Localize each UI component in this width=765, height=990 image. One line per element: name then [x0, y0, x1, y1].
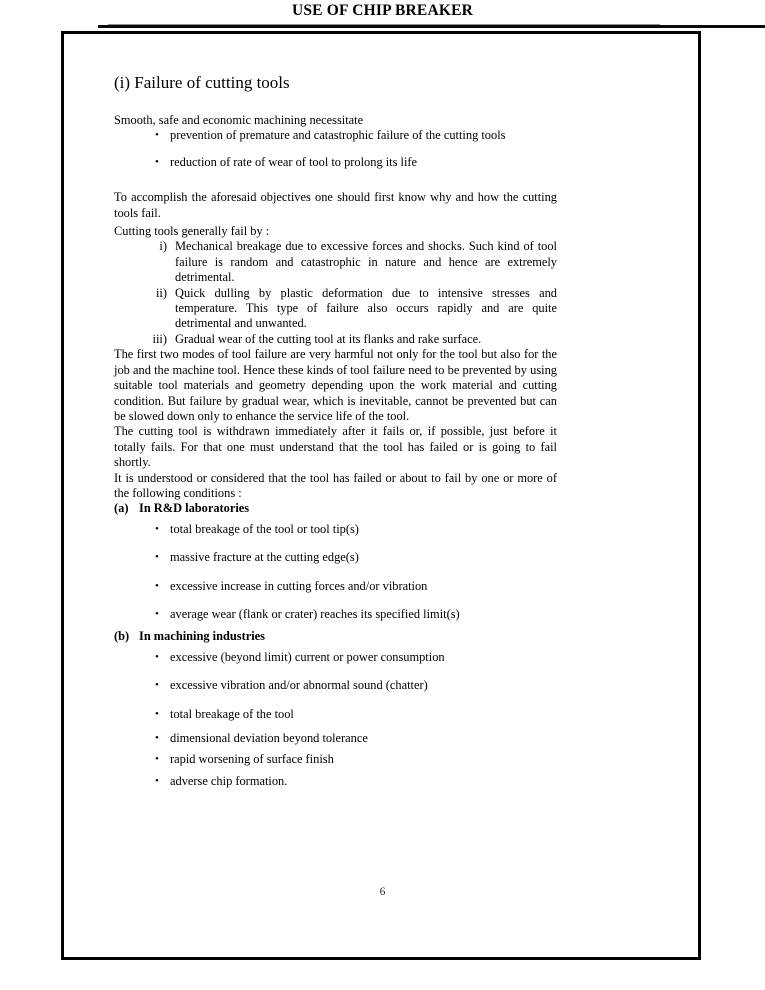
list-item-label: total breakage of the tool	[170, 706, 294, 721]
paragraph-accomplish-objectives: To accomplish the aforesaid objectives one should first know why and how the cutting tools fail.	[114, 190, 557, 220]
header-divider-rule	[108, 24, 660, 28]
list-item	[114, 128, 557, 143]
list-item-label: average wear (flank or crater) reaches its specified limit(s)	[170, 606, 460, 621]
rd-laboratories-bullet-list	[114, 522, 557, 623]
list-item	[114, 774, 557, 789]
header-title: USE OF CHIP BREAKER	[291, 2, 474, 19]
bullet-icon: •	[155, 129, 159, 142]
paragraph-failure-conditions: It is understood or considered that the tool has failed or about to fail by one or more of the following conditions :	[114, 470, 557, 500]
bullet-icon: •	[155, 607, 159, 620]
list-item	[114, 332, 557, 347]
list-item-label: adverse chip formation.	[170, 773, 288, 788]
list-item	[114, 731, 557, 746]
list-item-label: massive fracture at the cutting edge(s)	[170, 550, 359, 565]
list-item	[114, 239, 557, 285]
intro-line: Smooth, safe and economic machining necessitate	[114, 113, 364, 127]
list-item-label: prevention of premature and catastrophic failure of the cutting tools	[170, 128, 506, 143]
list-item-label: Gradual wear of the cutting tool at its flanks and rake surface.	[175, 331, 482, 346]
list-item-label: total breakage of the tool or tool tip(s)	[170, 521, 359, 536]
section-b-letter: (b)	[114, 629, 130, 644]
bullet-icon: •	[155, 732, 159, 744]
list-item	[114, 752, 557, 767]
list-marker: ii)	[155, 285, 167, 300]
list-item	[114, 550, 557, 565]
section-b-title: In machining industries	[139, 629, 266, 644]
list-item-label: excessive (beyond limit) current or power consumption	[170, 649, 445, 664]
bullet-icon: •	[155, 579, 159, 592]
list-item-label: excessive vibration and/or abnormal sound (chatter)	[170, 678, 428, 693]
bullet-icon: •	[155, 522, 159, 535]
list-marker: iii)	[152, 331, 167, 346]
list-item	[114, 522, 557, 537]
list-item	[114, 579, 557, 594]
list-item-label: Quick dulling by plastic deformation due to intensive stresses and temperature. This type of failure also occurs rapidly and are quite detrimental and unwanted.	[175, 285, 557, 331]
bullet-icon: •	[155, 707, 159, 720]
list-item-label: reduction of rate of wear of tool to prolong its life	[170, 154, 418, 169]
section-a-letter: (a)	[114, 501, 129, 516]
list-item	[114, 678, 557, 693]
list-item-label: rapid worsening of surface finish	[170, 752, 334, 767]
list-item-label: Mechanical breakage due to excessive forces and shocks. Such kind of tool failure is random and catastrophic in nature and hence are extremely detrimental.	[175, 239, 557, 285]
list-item	[114, 707, 557, 722]
list-item-label: excessive increase in cutting forces and/or vibration	[170, 578, 428, 593]
page-title: (i) Failure of cutting tools	[114, 73, 290, 92]
paragraph-first-two-modes: The first two modes of tool failure are very harmful not only for the tool but also for the job and the machine tool. Hence these kinds of tool failure need to be prevented by using suitable tool materials and geometry depending upon the work material and cutting condition. But failure by gradual wear, which is inevitable, cannot be prevented but can be slowed down only to enhance the service life of the tool.	[114, 347, 557, 423]
bullet-icon: •	[155, 650, 159, 663]
page-number: 6	[379, 886, 386, 898]
section-a-heading	[114, 501, 557, 516]
header-rule-bottom	[98, 25, 765, 28]
paragraph-tool-withdrawn: The cutting tool is withdrawn immediately after it fails or, if possible, just before it totally fails. For that one must understand that the tool has failed or is going to fail shortly.	[114, 424, 557, 470]
list-item	[114, 286, 557, 332]
section-a-title: In R&D laboratories	[139, 501, 250, 516]
list-item	[114, 155, 557, 170]
page-content	[114, 72, 557, 795]
list-item	[114, 650, 557, 665]
bullet-icon: •	[155, 679, 159, 692]
bullet-icon: •	[155, 774, 159, 787]
line-tools-generally-fail: Cutting tools generally fail by :	[114, 224, 270, 239]
failure-modes-list	[114, 239, 557, 347]
bullet-icon: •	[155, 155, 159, 168]
bullet-icon: •	[155, 551, 159, 564]
intro-bullet-list	[114, 128, 557, 170]
machining-industries-bullet-list-continued	[114, 731, 557, 789]
list-marker: i)	[159, 239, 167, 254]
list-item-label: dimensional deviation beyond tolerance	[170, 731, 368, 745]
list-item	[114, 607, 557, 622]
bullet-icon: •	[155, 753, 159, 766]
machining-industries-bullet-list	[114, 650, 557, 722]
section-b-heading	[114, 629, 557, 644]
running-header	[0, 0, 765, 31]
